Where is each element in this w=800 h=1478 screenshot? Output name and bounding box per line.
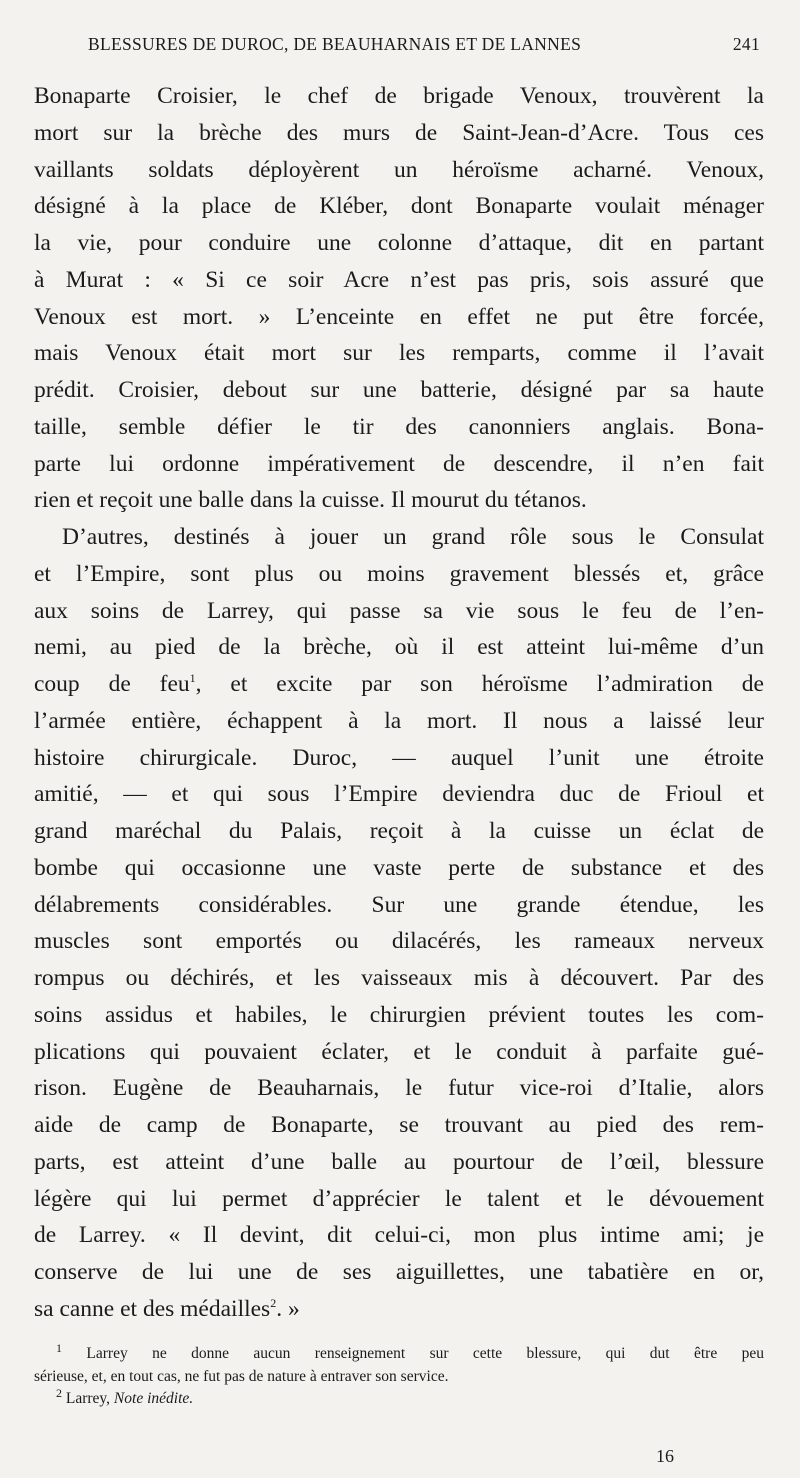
- text-line: bombe qui occasionne une vaste perte de substance et des: [34, 854, 764, 881]
- text-line: désigné à la place de Kléber, dont Bonaparte voulait ménager: [34, 193, 764, 220]
- text-line: histoire chirurgicale. Duroc, — auquel l’unit une étroite: [34, 744, 764, 771]
- footnote-ref: 2: [270, 1295, 277, 1310]
- footnote-text: Larrey ne donne aucun renseignement sur cette blessure, qui dut être peu: [86, 1345, 764, 1362]
- footnotes: [34, 1340, 764, 1411]
- text-line: mort sur la brèche des murs de Saint-Jean-d’Acre. Tous ces: [34, 119, 764, 146]
- page-number: 241: [732, 34, 760, 54]
- text-line: vaillants soldats déployèrent un héroïsme acharné. Venoux,: [34, 156, 764, 183]
- text-line: parts, est atteint d’une balle au pourtour de l’œil, blessure: [34, 1148, 764, 1175]
- text-line: nemi, au pied de la brèche, où il est atteint lui-même d’un: [34, 634, 764, 661]
- text-line: légère qui lui permet d’apprécier le talent et le dévouement: [34, 1185, 764, 1212]
- text-fragment: . »: [276, 1295, 300, 1322]
- text-fragment: sa canne et des médailles: [34, 1295, 271, 1322]
- body-text: [34, 78, 764, 1328]
- footnote-1: [34, 1340, 764, 1366]
- text-line: plications qui pouvaient éclater, et le conduit à parfaite gué-: [34, 1038, 764, 1065]
- footnote-marker: 2: [56, 1385, 62, 1400]
- text-line: aide de camp de Bonaparte, se trouvant au pied des rem-: [34, 1112, 764, 1138]
- text-line: aux soins de Larrey, qui passe sa vie sous le feu de l’en-: [34, 597, 764, 624]
- text-line: prédit. Croisier, debout sur une batterie, désigné par sa haute: [34, 377, 764, 403]
- text-line: soins assidus et habiles, le chirurgien prévient toutes les com-: [34, 1001, 764, 1028]
- text-line: rompus ou déchirés, et les vaisseaux mis à découvert. Par des: [34, 965, 764, 991]
- text-line: D’autres, destinés à jouer un grand rôle sous le Consulat: [62, 524, 764, 550]
- text-line: à Murat : « Si ce soir Acre n’est pas pris, sois assuré que: [34, 266, 764, 293]
- footnote-2: [34, 1385, 764, 1411]
- text-line: délabrements considérables. Sur une grande étendue, les: [34, 891, 764, 918]
- text-line: et l’Empire, sont plus ou moins gravement blessés et, grâce: [34, 560, 764, 587]
- text-line: amitié, — et qui sous l’Empire deviendra duc de Frioul et: [34, 781, 764, 808]
- footnote-title: Note inédite.: [113, 1390, 194, 1407]
- text-line: grand maréchal du Palais, reçoit à la cuisse un éclat de: [34, 818, 764, 844]
- text-line: rison. Eugène de Beauharnais, le futur vice-roi d’Italie, alors: [34, 1075, 764, 1102]
- running-head-title: BLESSURES DE DUROC, DE BEAUHARNAIS ET DE LANNES: [88, 34, 582, 54]
- text-line: Bonaparte Croisier, le chef de brigade Venoux, trouvèrent la: [34, 83, 764, 109]
- text-line: parte lui ordonne impérativement de descendre, il n’en fait: [34, 450, 764, 477]
- text-line: rien et reçoit une balle dans la cuisse. Il mourut du tétanos.: [34, 487, 587, 514]
- text-line: Venoux est mort. » L’enceinte en effet ne put être forcée,: [34, 303, 764, 330]
- text-line: l’armée entière, échappent à la mort. Il nous a laissé leur: [34, 707, 764, 734]
- text-line: conserve de lui une de ses aiguillettes, une tabatière en or,: [34, 1259, 764, 1285]
- text-line: de Larrey. « Il devint, dit celui-ci, mon plus intime ami; je: [34, 1222, 764, 1249]
- text-line-with-footnote: [34, 666, 764, 703]
- text-fragment: , et excite par son héroïsme l’admiration de: [195, 671, 764, 697]
- text-line: la vie, pour conduire une colonne d’attaque, dit en partant: [34, 230, 764, 256]
- signature-mark: 16: [656, 1446, 674, 1466]
- text-fragment: coup de feu: [34, 671, 190, 697]
- text-line: taille, semble défier le tir des canonniers anglais. Bona-: [34, 413, 764, 440]
- footnote-1-continued: sérieuse, et, en tout cas, ne fut pas de nature à entraver son service.: [34, 1367, 449, 1385]
- footnote-author: Larrey,: [65, 1390, 111, 1407]
- footnote-ref: 1: [189, 671, 196, 686]
- text-line-with-footnote: [34, 1291, 764, 1328]
- footnote-marker: 1: [56, 1340, 62, 1355]
- running-head: [88, 34, 760, 62]
- text-line: mais Venoux était mort sur les remparts, comme il l’avait: [34, 340, 764, 367]
- text-line: muscles sont emportés ou dilacérés, les rameaux nerveux: [34, 928, 764, 955]
